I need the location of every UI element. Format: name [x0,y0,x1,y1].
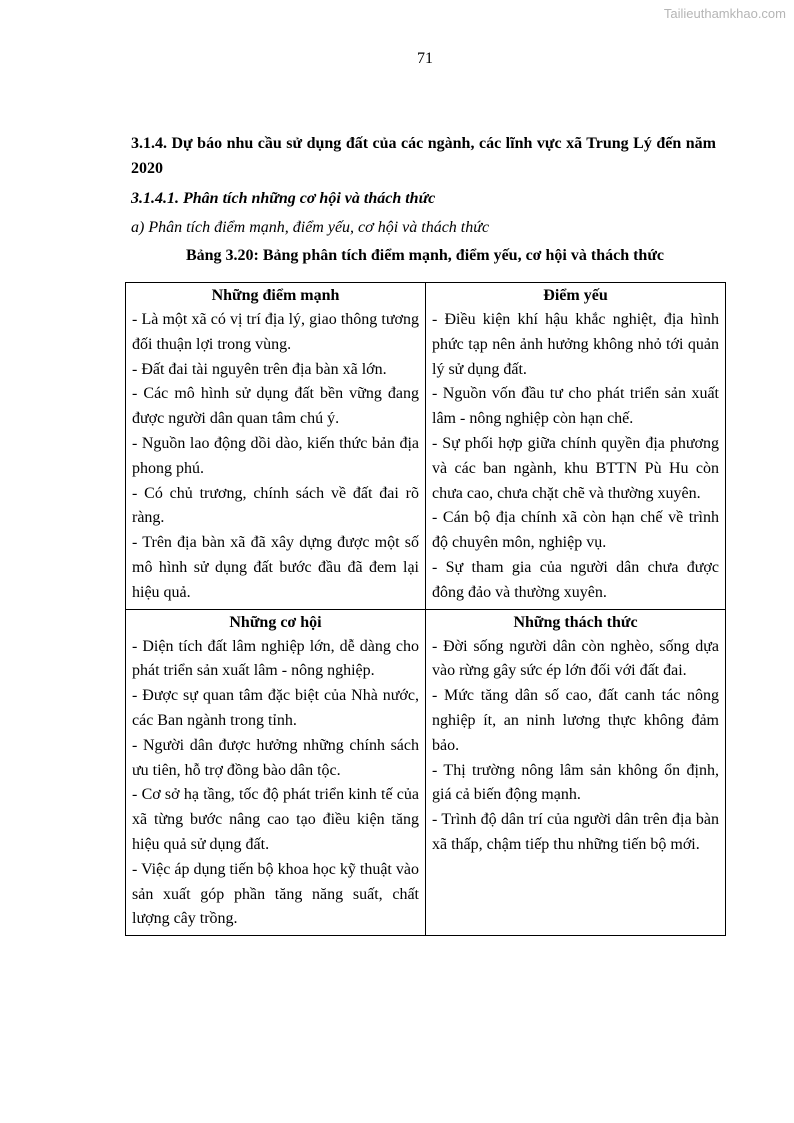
list-item: - Có chủ trương, chính sách về đất đai rõ ràng. [132,484,419,527]
page-number: 71 [417,50,433,67]
list-item: - Các mô hình sử dụng đất bền vững đang được người dân quan tâm chú ý. [132,385,419,428]
list-item: - Nguồn lao động dồi dào, kiến thức bản địa phong phú. [132,434,419,477]
list-item: - Nguồn vốn đầu tư cho phát triển sản xuất lâm - nông nghiệp còn hạn chế. [432,385,719,428]
document-body [131,131,716,268]
weaknesses-title: Điểm yếu [543,287,608,304]
table-row [126,283,726,610]
opportunities-cell [126,609,426,936]
table-row [126,609,726,936]
list-item: - Diện tích đất lâm nghiệp lớn, dễ dàng cho phát triển sản xuất lâm - nông nghiệp. [132,637,419,680]
list-item: - Người dân được hưởng những chính sách ưu tiên, hỗ trợ đồng bào dân tộc. [132,736,419,779]
list-item: - Sự phối hợp giữa chính quyền địa phương và các ban ngành, khu BTTN Pù Hu còn chưa cao, chưa chặt chẽ và thường xuyên. [432,434,719,502]
list-item: - Trình độ dân trí của người dân trên địa bàn xã thấp, chậm tiếp thu những tiến bộ mới. [432,811,719,853]
watermark: Tailieuthamkhao.com [663,6,786,21]
list-item: - Sự tham gia của người dân chưa được đông đảo và thường xuyên. [432,558,719,601]
list-item: - Việc áp dụng tiến bộ khoa học kỹ thuật vào sản xuất góp phần tăng năng suất, chất lượng cây trồng. [132,860,419,928]
list-item: - Cán bộ địa chính xã còn hạn chế về trình độ chuyên môn, nghiệp vụ. [432,509,719,552]
threats-title: Những thách thức [513,613,638,631]
table-caption: Bảng 3.20: Bảng phân tích điểm mạnh, điểm yếu, cơ hội và thách thức [185,247,665,264]
list-item: - Mức tăng dân số cao, đất canh tác nông nghiệp ít, an ninh lương thực không đảm bảo. [432,687,719,754]
list-item: - Thị trường nông lâm sản không ổn định, giá cả biến động mạnh. [432,761,719,804]
sub-heading-a: a) Phân tích điểm mạnh, điểm yếu, cơ hội và thách thức [131,219,490,236]
list-item: - Điều kiện khí hậu khắc nghiệt, địa hình phức tạp nên ảnh hưởng không nhỏ tới quản lý sử dụng đất. [432,311,719,378]
strengths-title: Những điểm mạnh [211,287,340,304]
strengths-cell [126,283,426,610]
weaknesses-cell [426,283,726,610]
threats-cell [426,609,726,936]
list-item: - Đời sống người dân còn nghèo, sống dựa vào rừng gây sức ép lớn đối với đất đai. [432,637,719,680]
swot-table [125,282,726,936]
list-item: - Được sự quan tâm đặc biệt của Nhà nước, các Ban ngành trong tỉnh. [132,687,419,729]
list-item: - Là một xã có vị trí địa lý, giao thông tương đối thuận lợi trong vùng. [132,311,419,353]
list-item: - Trên địa bàn xã đã xây dựng được một số mô hình sử dụng đất bước đầu đã đem lại hiệu quả. [132,534,419,601]
opportunities-title: Những cơ hội [229,613,322,631]
list-item: - Đất đai tài nguyên trên địa bàn xã lớn. [132,360,387,378]
list-item: - Cơ sở hạ tầng, tốc độ phát triển kinh tế của xã từng bước nâng cao tạo điều kiện tăng hiệu quả sử dụng đất. [132,786,419,853]
section-heading: 3.1.4. Dự báo nhu cầu sử dụng đất của các ngành, các lĩnh vực xã Trung Lý đến năm 2020 [131,135,716,177]
subsection-heading: 3.1.4.1. Phân tích những cơ hội và thách thức [131,190,436,207]
